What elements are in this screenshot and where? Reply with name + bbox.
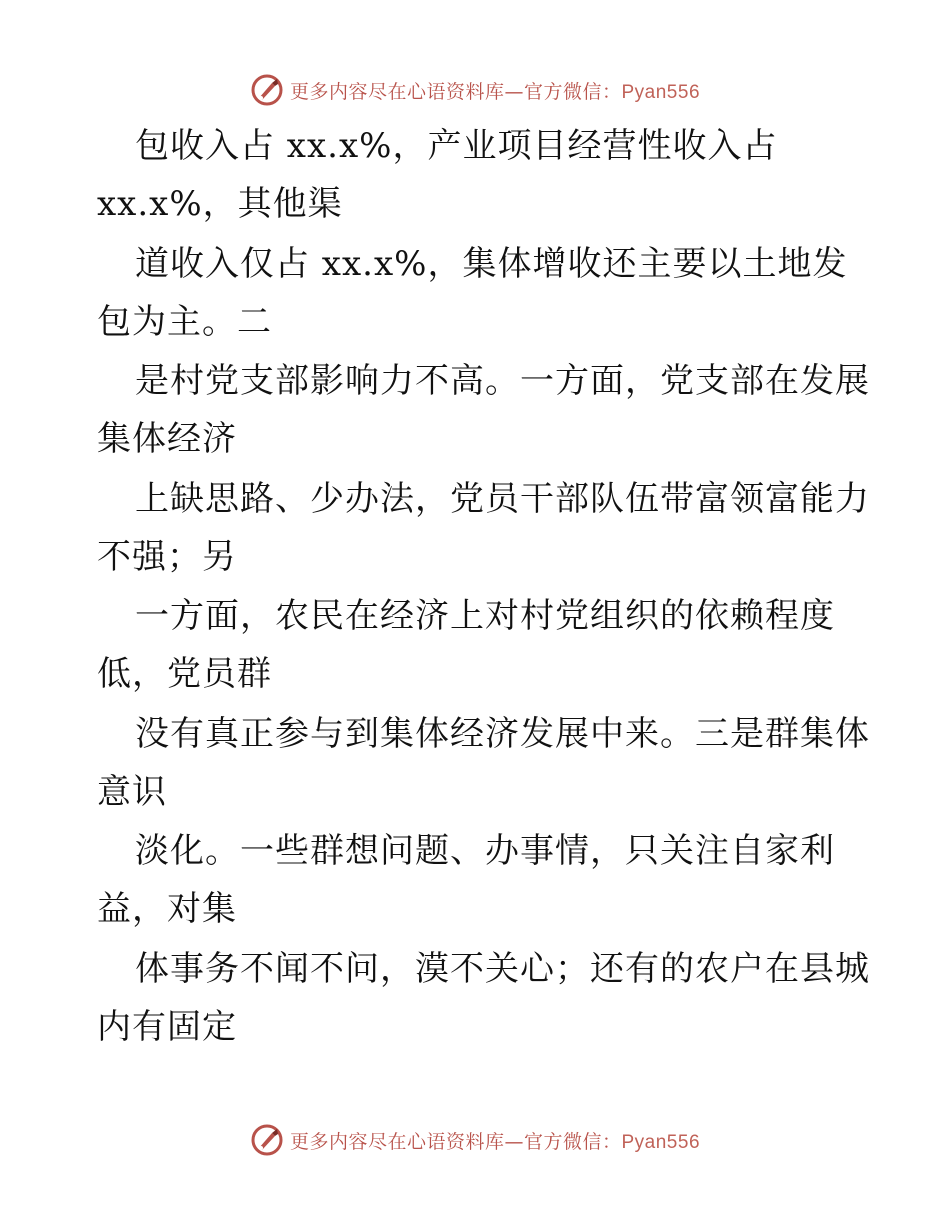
quill-pen-logo-icon xyxy=(250,1123,284,1157)
text-line: 一方面，农民在经济上对村党组织的依赖程度 xyxy=(135,596,835,636)
banner-dash: — xyxy=(504,1130,524,1153)
banner-text xyxy=(290,1127,700,1154)
text-line: 体事务不闻不问，漠不关心；还有的农户在县城 xyxy=(135,949,870,989)
banner-wechat-label: 官方微信： xyxy=(523,80,622,103)
banner-wechat-handle: Pyan556 xyxy=(621,81,701,103)
text-line: 包为主。二 xyxy=(97,302,272,342)
text-line: 包收入占 xx.x%，产业项目经营性收入占 xyxy=(135,126,778,166)
banner-wechat-handle: Pyan556 xyxy=(621,1131,701,1153)
header-banner xyxy=(0,70,950,110)
banner-site-name: 更多内容尽在心语资料库 xyxy=(289,80,505,103)
text-line: 上缺思路、少办法，党员干部队伍带富领富能力 xyxy=(135,479,870,519)
quill-pen-logo-icon xyxy=(250,73,284,107)
text-line: 低，党员群 xyxy=(97,654,272,694)
banner-wechat-label: 官方微信： xyxy=(523,1130,622,1153)
banner-dash: — xyxy=(504,80,524,103)
banner-site-name: 更多内容尽在心语资料库 xyxy=(289,1130,505,1153)
text-line: xx.x%，其他渠 xyxy=(97,184,343,224)
text-line: 益，对集 xyxy=(97,889,237,929)
text-line: 内有固定 xyxy=(97,1007,237,1047)
text-line: 不强；另 xyxy=(97,537,237,577)
text-line: 没有真正参与到集体经济发展中来。三是群集体 xyxy=(135,714,870,754)
text-line: 意识 xyxy=(97,772,167,812)
text-line: 是村党支部影响力不高。一方面，党支部在发展 xyxy=(135,361,870,401)
text-line: 道收入仅占 xx.x%，集体增收还主要以土地发 xyxy=(135,244,848,284)
footer-banner xyxy=(0,1120,950,1160)
text-line: 淡化。一些群想问题、办事情，只关注自家利 xyxy=(135,831,835,871)
banner-text xyxy=(290,77,700,104)
text-line: 集体经济 xyxy=(97,419,237,459)
